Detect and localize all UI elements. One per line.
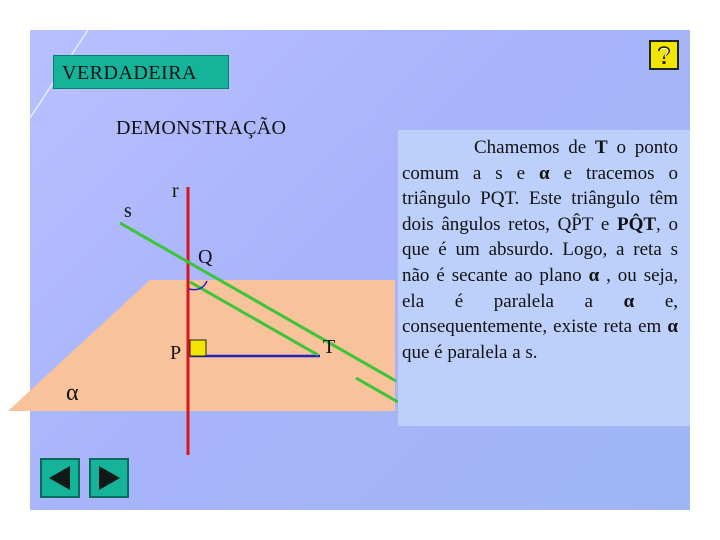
explanation-text: Chamemos de T o ponto comum a s e α e tracemos o triângulo PQT. Este triângulo têm dois ângulos retos, QP̂T e PQ̂T, o que é um absurdo. Logo, a reta s não é secante ao plano α , ou seja, ela é paralela a α e, consequentemente, existe reta em α que é paralela a s. — [402, 137, 678, 363]
label-alpha: α — [66, 380, 79, 406]
label-Q: Q — [198, 246, 213, 268]
verdict-badge: VERDADEIRA — [53, 55, 229, 89]
label-T: T — [323, 336, 336, 358]
page-title: DEMONSTRAÇÃO — [116, 117, 287, 139]
angle-PQT: PQ̂T — [616, 213, 657, 235]
prev-button[interactable] — [40, 458, 80, 498]
angle-QPT: QP̂T — [557, 213, 594, 235]
label-P: P — [170, 342, 182, 364]
label-r: r — [172, 180, 179, 202]
right-angle-P — [190, 340, 206, 356]
arrow-left-icon — [42, 460, 78, 496]
label-s: s — [124, 200, 132, 222]
arrow-right-icon — [91, 460, 127, 496]
next-button[interactable] — [89, 458, 129, 498]
